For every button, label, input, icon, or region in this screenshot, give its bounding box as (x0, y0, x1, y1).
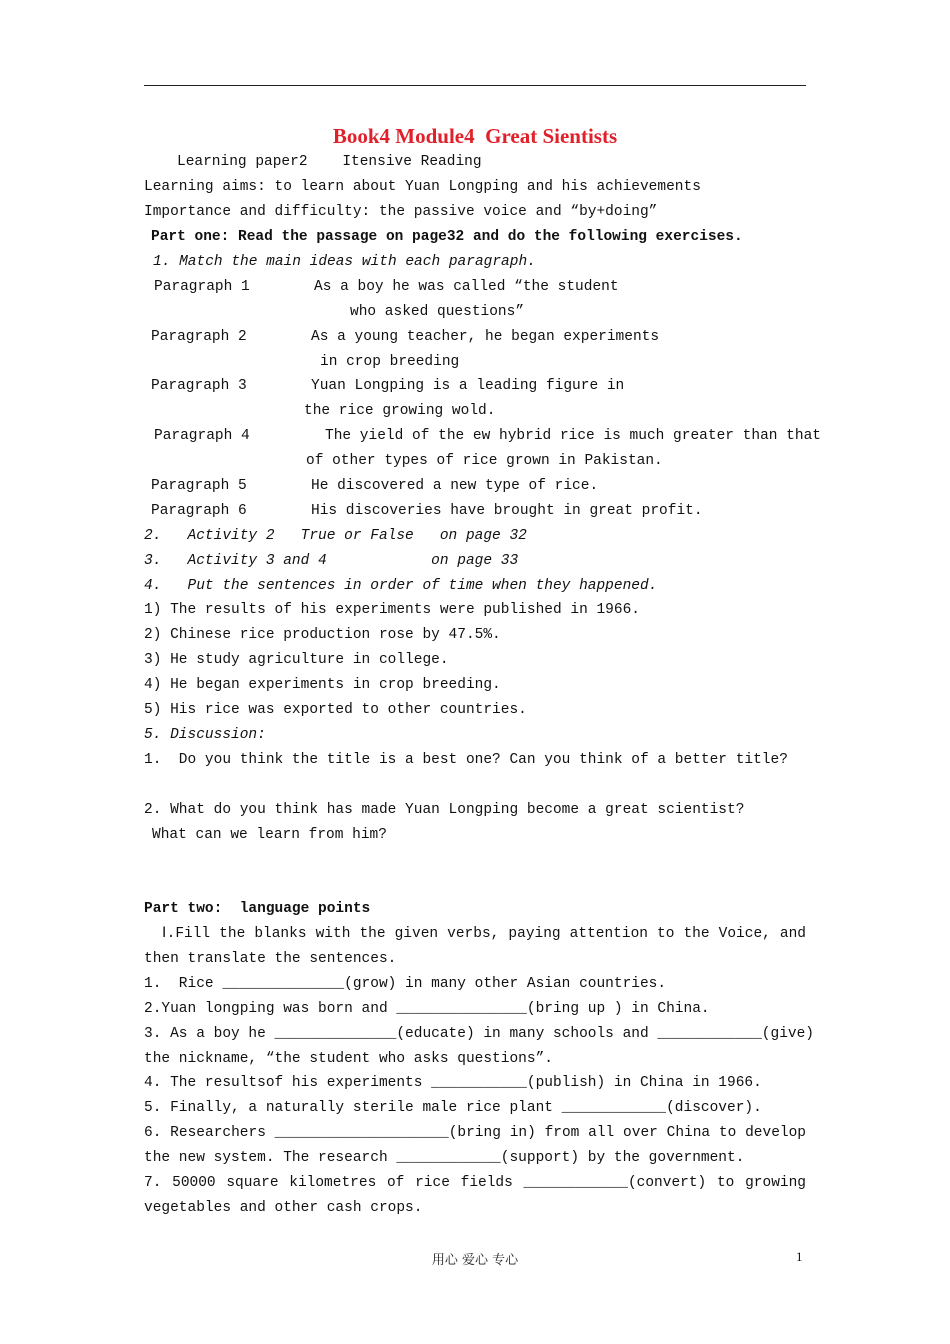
task-activity-3-4: 3. Activity 3 and 4 on page 33 (144, 553, 519, 569)
paragraph-idea-cont: who asked questions” (350, 304, 525, 320)
exercise-item: 3. As a boy he ______________(educate) in many schools and ____________(give) (144, 1026, 815, 1042)
header-rule (144, 85, 806, 86)
order-item: 1) The results of his experiments were published in 1966. (144, 602, 640, 618)
discussion-question-cont: What can we learn from him? (152, 827, 387, 843)
learning-aims: Learning aims: to learn about Yuan Longping and his achievements (144, 179, 701, 195)
page-title: Book4 Module4 Great Sientists (332, 124, 618, 148)
instruction (144, 924, 806, 944)
paragraph-label: Paragraph 3 (151, 378, 247, 394)
paragraph-label: Paragraph 4 (154, 428, 250, 444)
subtitle: Learning paper2 Itensive Reading (177, 154, 482, 170)
task-discussion: 5. Discussion: (144, 727, 266, 743)
paragraph-idea: Yuan Longping is a leading figure in (311, 378, 625, 394)
order-item: 3) He study agriculture in college. (144, 652, 449, 668)
paragraph-label: Paragraph 5 (151, 478, 247, 494)
paragraph-idea: His discoveries have brought in great profit. (311, 503, 703, 519)
paragraph-idea-cont: in crop breeding (320, 354, 460, 370)
exercise-item: 6. Researchers ____________________(bring in) from all over China to develop (144, 1125, 806, 1141)
exercise-item-cont: the new system. The research ____________(support) by the government. (144, 1150, 745, 1166)
exercise-item: 7. 50000 square kilometres of rice fields ____________(convert) to growing (144, 1175, 806, 1191)
exercise-item: 1. Rice ______________(grow) in many other Asian countries. (144, 976, 667, 992)
instruction-text: Ⅰ.Fill the blanks with the given verbs, paying attention to the Voice, and (162, 926, 806, 942)
discussion-question: 1. Do you think the title is a best one? Can you think of a better title? (144, 752, 788, 768)
discussion-question: 2. What do you think has made Yuan Longping become a great scientist? (144, 802, 745, 818)
paragraph-idea: He discovered a new type of rice. (311, 478, 599, 494)
part-one-heading: Part one: Read the passage on page32 and do the following exercises. (151, 229, 743, 245)
part-two-heading: Part two: language points (144, 901, 371, 917)
paragraph-label: Paragraph 2 (151, 329, 247, 345)
exercise-item-cont: vegetables and other cash crops. (144, 1200, 423, 1216)
task-match-ideas: 1. Match the main ideas with each paragraph. (153, 254, 536, 270)
paragraph-idea: The yield of the ew hybrid rice is much greater than that (325, 428, 821, 444)
task-order: 4. Put the sentences in order of time when they happened. (144, 578, 658, 594)
paragraph-label: Paragraph 1 (154, 279, 250, 295)
paragraph-idea: As a boy he was called “the student (314, 279, 619, 295)
order-item: 2) Chinese rice production rose by 47.5%. (144, 627, 501, 643)
importance-difficulty: Importance and difficulty: the passive voice and “by+doing” (144, 204, 658, 220)
order-item: 5) His rice was exported to other countries. (144, 702, 527, 718)
paragraph-label: Paragraph 6 (151, 503, 247, 519)
exercise-item: 5. Finally, a naturally sterile male rice plant ____________(discover). (144, 1100, 762, 1116)
task-activity-2: 2. Activity 2 True or False on page 32 (144, 528, 527, 544)
exercise-item-cont: the nickname, “the student who asks questions”. (144, 1051, 553, 1067)
page-number: 1 (796, 1249, 803, 1264)
paragraph-idea: As a young teacher, he began experiments (311, 329, 660, 345)
paragraph-idea-cont: of other types of rice grown in Pakistan. (306, 453, 663, 469)
order-item: 4) He began experiments in crop breeding. (144, 677, 501, 693)
paragraph-idea-cont: the rice growing wold. (304, 403, 496, 419)
instruction-cont: then translate the sentences. (144, 951, 397, 967)
footer-motto: 用心 爱心 专心 (431, 1253, 519, 1268)
exercise-item: 4. The resultsof his experiments ___________(publish) in China in 1966. (144, 1075, 762, 1091)
exercise-item: 2.Yuan longping was born and _______________(bring up ) in China. (144, 1001, 710, 1017)
